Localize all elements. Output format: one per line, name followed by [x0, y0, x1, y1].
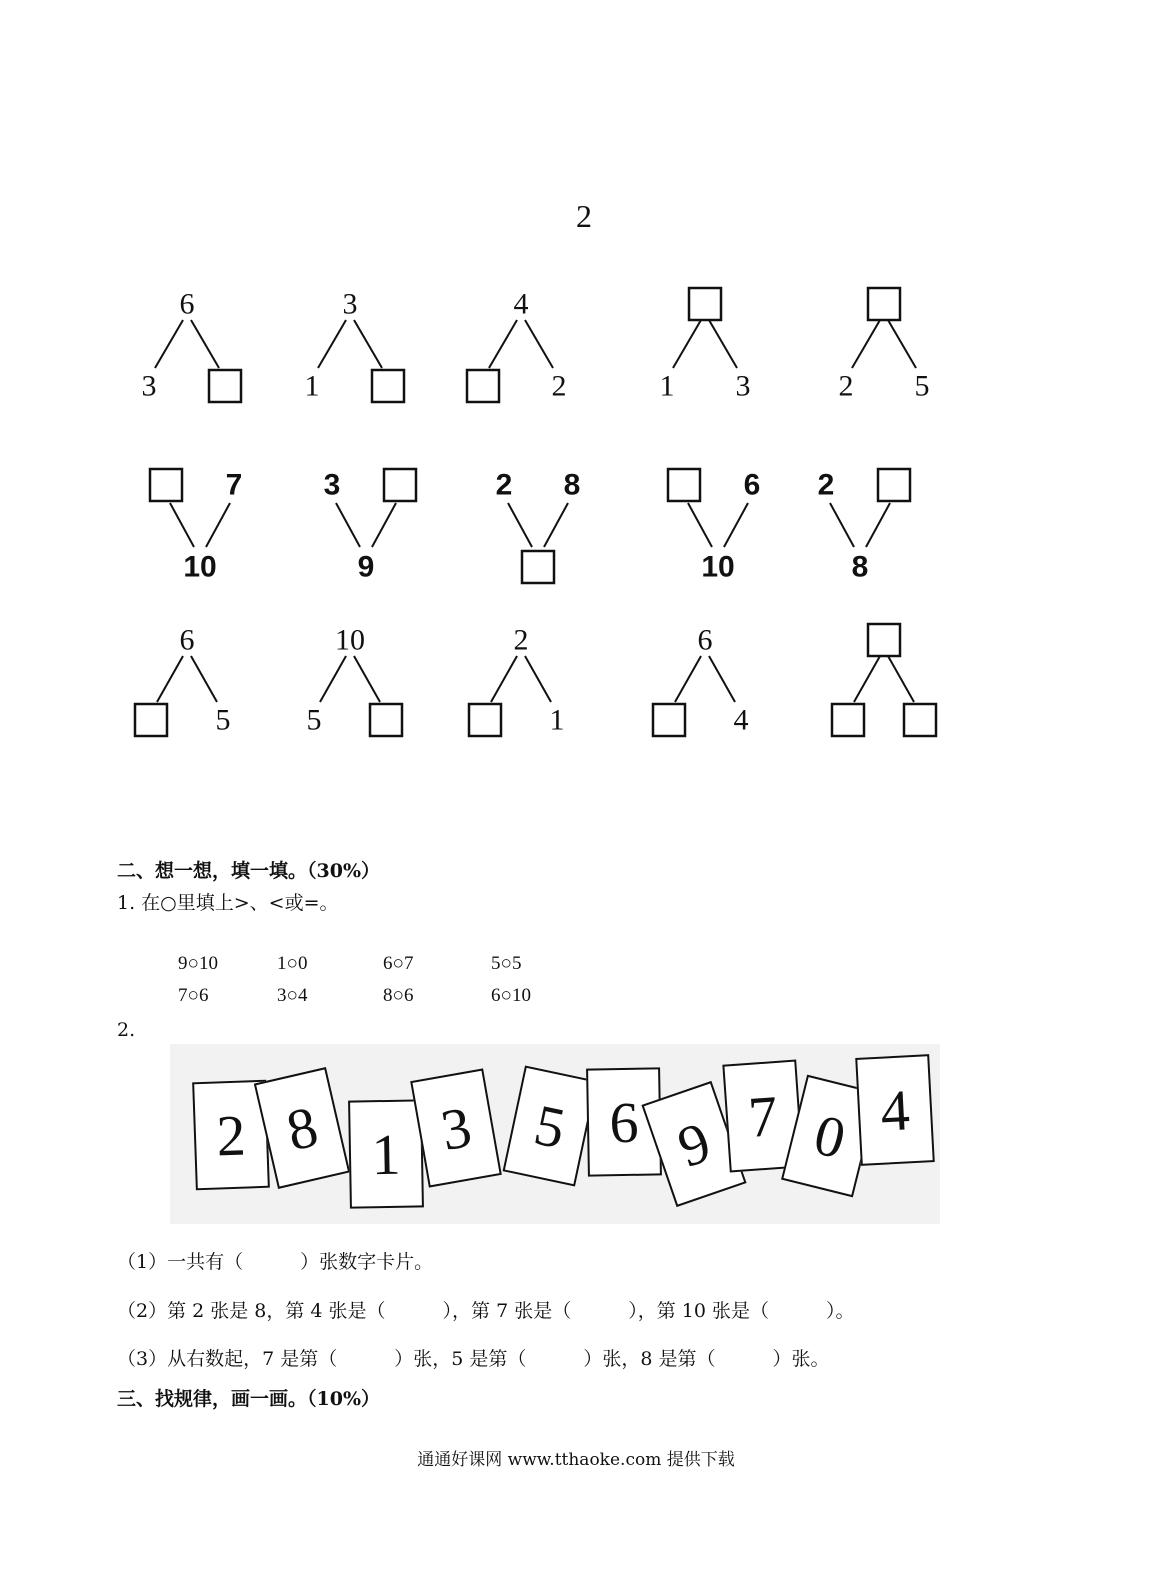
connector-line: [191, 656, 217, 702]
connector-line: [709, 320, 737, 368]
bond-number: 10: [701, 550, 735, 584]
answer-box[interactable]: [868, 288, 900, 320]
section2-heading: 二、想一想，填一填。（30%）: [117, 860, 380, 882]
comparison-item[interactable]: 6○7: [383, 953, 414, 974]
bond-number: 7: [225, 468, 243, 502]
comparison-item[interactable]: 5○5: [491, 953, 522, 974]
connector-line: [372, 503, 396, 547]
bond-number: 6: [697, 623, 713, 657]
connector-line: [157, 656, 183, 702]
bond-number: 6: [179, 287, 195, 321]
answer-box[interactable]: [878, 469, 910, 501]
answer-box[interactable]: [135, 704, 167, 736]
answer-box[interactable]: [668, 469, 700, 501]
connector-line: [544, 503, 568, 547]
number-card: 1: [348, 1099, 424, 1208]
bond-number: 4: [513, 287, 529, 321]
connector-line: [525, 656, 551, 702]
bond-number: 6: [179, 623, 195, 657]
bond-number: 4: [733, 703, 749, 737]
answer-box[interactable]: [832, 704, 864, 736]
comparison-item[interactable]: 1○0: [277, 953, 308, 974]
bond-number: 5: [914, 369, 930, 403]
bond-number: 3: [342, 287, 358, 321]
bond-number: 8: [851, 550, 869, 584]
connector-line: [206, 503, 230, 547]
question1-instruction: 1. 在○里填上>、<或=。: [117, 892, 339, 914]
bond-number: 2: [817, 468, 835, 502]
bond-number: 3: [323, 468, 341, 502]
bond-number: 5: [215, 703, 231, 737]
number-card: 2: [192, 1080, 270, 1191]
answer-box[interactable]: [150, 469, 182, 501]
connector-line: [525, 320, 553, 368]
comparison-item[interactable]: 7○6: [178, 985, 209, 1006]
connector-line: [673, 320, 701, 368]
number-card: 5: [503, 1065, 598, 1186]
comparison-item[interactable]: 9○10: [178, 953, 218, 974]
subquestion-1: （1）一共有（ ）张数字卡片。: [117, 1251, 434, 1273]
connector-line: [489, 320, 517, 368]
connector-line: [336, 503, 360, 547]
answer-box[interactable]: [384, 469, 416, 501]
number-card: 9: [641, 1081, 746, 1207]
connector-line: [866, 503, 890, 547]
bond-number: 2: [551, 369, 567, 403]
connector-line: [191, 320, 219, 368]
connector-line: [852, 320, 880, 368]
connector-line: [724, 503, 748, 547]
bond-number: 2: [838, 369, 854, 403]
answer-box[interactable]: [653, 704, 685, 736]
comparison-item[interactable]: 3○4: [277, 985, 308, 1006]
connector-line: [354, 320, 382, 368]
number-card: 4: [855, 1054, 935, 1166]
answer-box[interactable]: [689, 288, 721, 320]
answer-box[interactable]: [522, 551, 554, 583]
number-card: 7: [722, 1060, 803, 1173]
connector-line: [155, 320, 183, 368]
bond-number: 10: [183, 550, 217, 584]
answer-box[interactable]: [370, 704, 402, 736]
connector-line: [508, 503, 532, 547]
connector-line: [888, 656, 914, 702]
bond-number: 2: [495, 468, 513, 502]
connector-line: [830, 503, 854, 547]
bond-number: 10: [335, 623, 365, 657]
connector-line: [854, 656, 880, 702]
section3-heading: 三、找规律，画一画。（10%）: [117, 1388, 380, 1410]
connector-line: [170, 503, 194, 547]
answer-box[interactable]: [904, 704, 936, 736]
answer-box[interactable]: [467, 370, 499, 402]
bond-number: 3: [735, 369, 751, 403]
bond-number: 5: [306, 703, 322, 737]
connector-line: [491, 656, 517, 702]
bond-number: 1: [304, 369, 320, 403]
connector-line: [675, 656, 701, 702]
comparison-item[interactable]: 6○10: [491, 985, 531, 1006]
bond-number: 1: [549, 703, 565, 737]
answer-box[interactable]: [209, 370, 241, 402]
bond-number: 8: [563, 468, 581, 502]
bond-number: 1: [659, 369, 675, 403]
page-number: 2: [576, 198, 592, 234]
question2-label: 2.: [117, 1019, 136, 1041]
bond-number: 9: [357, 550, 375, 584]
comparison-item[interactable]: 8○6: [383, 985, 414, 1006]
footer-credit: 通通好课网 www.tthaoke.com 提供下载: [417, 1450, 735, 1470]
number-card: 3: [410, 1068, 502, 1187]
answer-box[interactable]: [372, 370, 404, 402]
connector-line: [709, 656, 735, 702]
answer-box[interactable]: [469, 704, 501, 736]
bond-number: 3: [141, 369, 157, 403]
bond-number: 2: [513, 623, 529, 657]
connector-line: [320, 656, 346, 702]
number-card: 0: [781, 1075, 879, 1198]
bond-number: 6: [743, 468, 761, 502]
connector-line: [888, 320, 916, 368]
connector-line: [354, 656, 380, 702]
number-cards-image: [170, 1044, 940, 1224]
number-card: 8: [254, 1067, 350, 1189]
number-card: 6: [586, 1067, 662, 1176]
answer-box[interactable]: [868, 624, 900, 656]
connector-line: [318, 320, 346, 368]
subquestion-2: （2）第 2 张是 8，第 4 张是（ ），第 7 张是（ ），第 10 张是（ ）。: [117, 1300, 855, 1322]
subquestion-3: （3）从右数起，7 是第（ ）张，5 是第（ ）张，8 是第（ ）张。: [117, 1348, 830, 1370]
connector-line: [688, 503, 712, 547]
